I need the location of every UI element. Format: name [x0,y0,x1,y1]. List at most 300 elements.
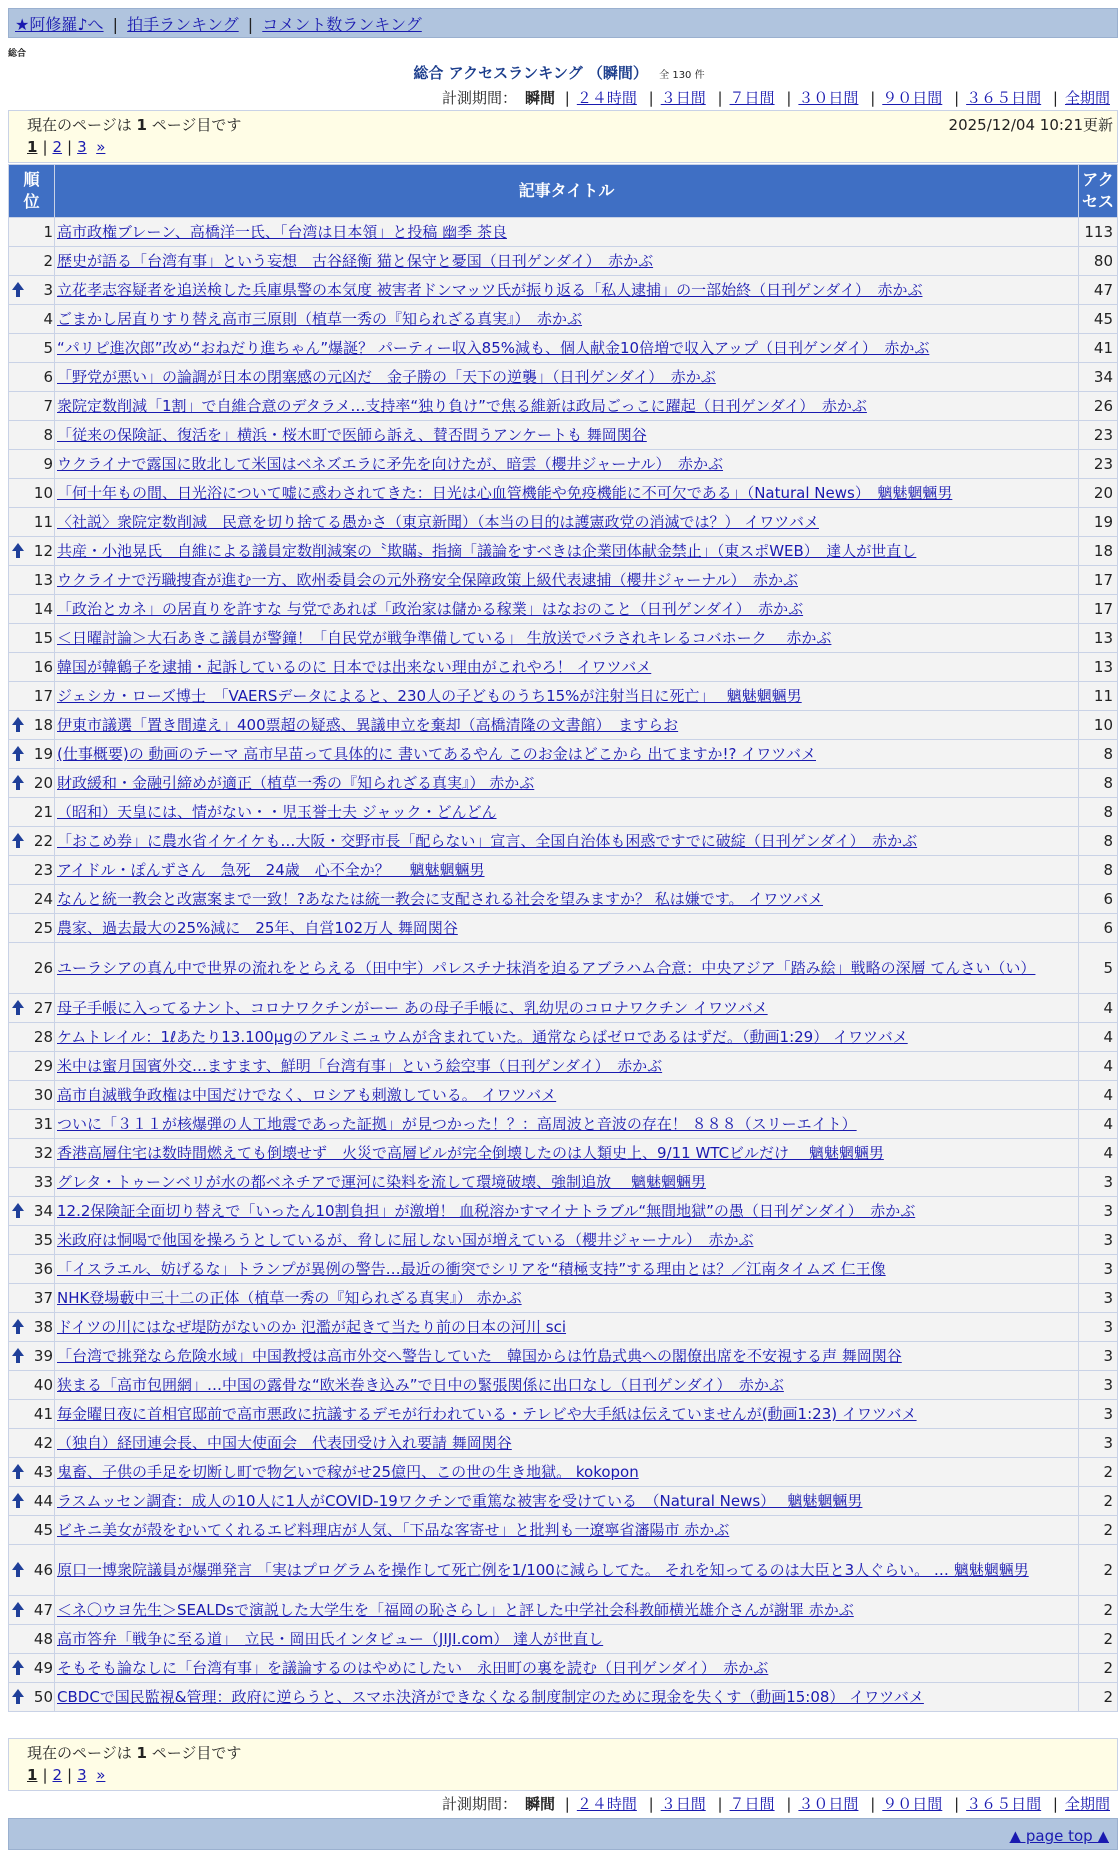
article-title-link[interactable]: 伊東市議選「置き間違え」400票超の疑惑、異議申立を棄却（高橋清隆の文書館） ますらお [57,716,679,734]
rank-number: 35 [33,1231,53,1249]
rank-number: 23 [33,861,53,879]
article-title-link[interactable]: 「野党が悪い」の論調が日本の閉塞感の元凶だ 金子勝の「天下の逆襲」（日刊ゲンダイ） 赤かぶ [57,368,716,386]
rank-cell [9,856,54,884]
article-title-link[interactable]: 歴史が語る「台湾有事」という妄想 古谷経衡 猫と保守と憂国（日刊ゲンダイ） 赤かぶ [57,252,654,270]
period-30d[interactable]: ３０日間 [798,89,859,107]
table-row [9,1516,1117,1544]
title-cell [55,1487,1078,1515]
title-cell [55,218,1078,246]
page-3-link[interactable]: 3 [77,138,87,156]
table-row [9,653,1117,681]
table-row [9,1226,1117,1254]
title-cell [55,1081,1078,1109]
table-row [9,769,1117,797]
page-2-link[interactable]: 2 [52,1766,63,1784]
access-count: 2 [1079,1516,1117,1544]
article-title-link[interactable]: ドイツの川にはなぜ堤防がないのか 氾濫が起きて当たり前の日本の河川 sci [57,1318,567,1336]
rank-number: 13 [33,571,53,589]
article-title-link[interactable]: そもそも論なしに「台湾有事」を議論するのはやめにしたい 永田町の裏を読む（日刊ゲンダイ） 赤かぶ [57,1659,769,1677]
title-cell [55,1545,1078,1595]
rank-number: 40 [33,1376,53,1394]
access-count: 4 [1079,1023,1117,1051]
rank-number: 37 [33,1289,53,1307]
table-row [9,740,1117,768]
period-3d[interactable]: ３日間 [660,89,706,107]
rank-number: 10 [33,484,53,502]
access-count: 17 [1079,595,1117,623]
access-count: 47 [1079,276,1117,304]
article-title-link[interactable]: 「何十年もの間、日光浴について嘘に惑わされてきた：日光は心血管機能や免疫機能に不可欠である」（Natural News） 魑魅魍魎男 [57,484,953,502]
rank-cell [9,450,54,478]
title-cell [55,1400,1078,1428]
access-count: 23 [1079,450,1117,478]
access-count: 3 [1079,1255,1117,1283]
title-cell [55,914,1078,942]
rank-number: 45 [33,1521,53,1539]
access-count: 113 [1079,218,1117,246]
article-title-link[interactable]: ついに「３１１が核爆弾の人工地震であった証拠」が見つかった！？：高周波と音波の存在！ ８８８（スリーエイト） [57,1115,857,1133]
access-count: 4 [1079,994,1117,1022]
rank-cell [9,1052,54,1080]
title-cell [55,1139,1078,1167]
title-cell [55,1052,1078,1080]
table-row [9,1654,1117,1682]
access-count: 4 [1079,1052,1117,1080]
rank-up-arrow-icon [11,282,25,298]
rank-cell [9,740,54,768]
period-selector-bottom: 計測期間： 瞬間 | ２４時間 | ３日間 | ７日間 | ３０日間 | ９０日間 | ３６５日間 | 全期間 [441,1795,1110,1813]
access-count: 2 [1079,1545,1117,1595]
table-row [9,1429,1117,1457]
rank-cell [9,1545,54,1595]
title-cell [55,479,1078,507]
table-row [9,595,1117,623]
nav-separator: | [112,15,119,34]
table-row [9,479,1117,507]
title-cell [55,450,1078,478]
rank-cell [9,1139,54,1167]
title-cell [55,392,1078,420]
rank-cell [9,363,54,391]
title-header: 記事タイトル [55,165,1078,217]
article-title-link[interactable]: “パリピ進次郎”改め“おねだり進ちゃん”爆誕？ パーティー収入85%減も、個人献金10倍増で収入アップ（日刊ゲンダイ） 赤かぶ [57,339,930,357]
access-count: 5 [1079,943,1117,993]
article-title-link[interactable]: （独自）経団連会長、中国大使面会 代表団受け入れ要請 舞岡関谷 [57,1434,512,1452]
rank-cell [9,1625,54,1653]
title-cell [55,566,1078,594]
title-cell [55,1197,1078,1225]
access-count: 11 [1079,682,1117,710]
rank-header: 順位 [9,165,54,217]
rank-cell [9,769,54,797]
article-title-link[interactable]: CBDCで国民監視&管理：政府に逆らうと、スマホ決済ができなくなる制度制定のために現金を失くす（動画15:08） イワツバメ [57,1688,924,1706]
access-count: 3 [1079,1226,1117,1254]
title-cell [55,653,1078,681]
rank-cell [9,508,54,536]
access-count: 80 [1079,247,1117,275]
rank-number: 49 [33,1659,53,1677]
rank-number: 33 [33,1173,53,1191]
rank-number: 19 [33,745,53,763]
rank-up-arrow-icon [11,717,25,733]
rank-cell [9,479,54,507]
rank-up-arrow-icon [11,775,25,791]
rank-number: 26 [33,959,53,977]
title-cell [55,1683,1078,1711]
rank-number: 15 [33,629,53,647]
table-row [9,566,1117,594]
table-row [9,943,1117,993]
rank-up-arrow-icon [11,746,25,762]
article-title-link[interactable]: ジェシカ・ローズ博士 「VAERSデータによると、230人の子どものうち15%が注射当日に死亡」 魑魅魍魎男 [57,687,802,705]
article-title-link[interactable]: 農家、過去最大の25%減に 25年、自営102万人 舞岡関谷 [57,919,458,937]
access-count: 26 [1079,392,1117,420]
article-title-link[interactable]: ウクライナで露国に敗北して米国はベネズエラに矛先を向けたが、暗雲（櫻井ジャーナル） 赤かぶ [57,455,724,473]
period-365d[interactable]: ３６５日間 [966,89,1042,107]
rank-cell [9,1226,54,1254]
comment-ranking-link[interactable]: コメント数ランキング [262,15,422,34]
title-cell [55,994,1078,1022]
title-cell [55,1458,1078,1486]
access-count: 3 [1079,1400,1117,1428]
article-title-link[interactable]: ＜日曜討論＞大石あきこ議員が警鐘！「自民党が戦争準備している」 生放送でバラされキレるコバホーク 赤かぶ [57,629,832,647]
rank-cell [9,276,54,304]
access-count: 10 [1079,711,1117,739]
article-title-link[interactable]: ケムトレイル：1ℓあたり13.100μgのアルミニュウムが含まれていた。通常ならばゼロであるはずだ。（動画1:29） イワツバメ [57,1028,908,1046]
period-90d[interactable]: ９０日間 [882,89,943,107]
period-7d[interactable]: ７日間 [729,89,775,107]
rank-cell [9,1342,54,1370]
title-cell [55,508,1078,536]
table-row [9,885,1117,913]
access-count: 3 [1079,1429,1117,1457]
article-title-link[interactable]: ビキニ美女が殻をむいてくれるエビ料理店が人気、「下品な客寄せ」と批判も一遼寧省瀋陽市 赤かぶ [57,1521,730,1539]
rank-number: 39 [33,1347,53,1365]
title-cell [55,1429,1078,1457]
article-title-link[interactable]: ユーラシアの真ん中で世界の流れをとらえる（田中宇）パレスチナ抹消を迫るアブラハム合意：中央アジア「踏み絵」戦略の深層 てんさい（い） [57,959,1036,977]
article-title-link[interactable]: 毎金曜日夜に首相官邸前で高市悪政に抗議するデモが行われている・テレビや大手紙は伝えていませんが(動画1:23) イワツバメ [57,1405,917,1423]
rank-cell [9,914,54,942]
rank-number: 11 [33,513,53,531]
rank-number: 8 [43,426,53,444]
rank-number: 41 [33,1405,53,1423]
article-title-link[interactable]: 高市答弁「戦争に至る道」 立民・岡田氏インタビュー（JIJI.com） 達人が世直し [57,1630,604,1648]
access-count: 3 [1079,1197,1117,1225]
rank-up-arrow-icon [11,543,25,559]
rank-cell [9,566,54,594]
article-title-link[interactable]: 衆院定数削減「1割」で自維合意のデタラメ…支持率“独り負け”で焦る維新は政局ごっこに躍起（日刊ゲンダイ） 赤かぶ [57,397,867,415]
article-title-link[interactable]: アイドル・ぽんずさん 急死 24歳 心不全か？ 魑魅魍魎男 [57,861,485,879]
title-cell [55,1596,1078,1624]
clap-ranking-link[interactable]: 拍手ランキング [127,15,239,34]
article-title-link[interactable]: （昭和）天皇には、情がない・・児玉誉士夫 ジャック・どんどん [57,803,497,821]
period-label: 計測期間： [441,89,517,107]
rank-up-arrow-icon [11,1348,25,1364]
article-title-link[interactable]: ウクライナで汚職捜査が進む一方、欧州委員会の元外務安全保障政策上級代表逮捕（櫻井ジャーナル） 赤かぶ [57,571,799,589]
period-365d[interactable]: ３６５日間 [966,1795,1042,1813]
rank-cell [9,1168,54,1196]
page-info-top [8,110,1118,163]
article-title-link[interactable]: 「政治とカネ」の居直りを許すな 与党であれば「政治家は儲かる稼業」はなおのこと（日刊ゲンダイ） 赤かぶ [57,600,804,618]
rank-cell [9,1081,54,1109]
title-cell [55,1168,1078,1196]
article-title-link[interactable]: 韓国が韓鶴子を逮捕・起訴しているのに 日本では出来ない理由がこれやろ！ イワツバメ [57,658,652,676]
page-2-link[interactable]: 2 [52,138,63,156]
period-all[interactable]: 全期間 [1064,89,1110,107]
title-cell [55,1371,1078,1399]
rank-cell [9,885,54,913]
rank-cell [9,798,54,826]
table-row [9,421,1117,449]
rank-cell [9,1400,54,1428]
article-title-link[interactable]: 財政緩和・金融引締めが適正（植草一秀の『知られざる真実』） 赤かぶ [57,774,535,792]
top-nav-bar [8,8,1118,38]
access-count: 8 [1079,856,1117,884]
table-row [9,508,1117,536]
rank-number: 25 [33,919,53,937]
period-3d[interactable]: ３日間 [660,1795,706,1813]
rank-number: 50 [33,1688,53,1706]
access-count: 3 [1079,1168,1117,1196]
next-page-link[interactable]: » [96,138,106,156]
table-row [9,914,1117,942]
rank-cell [9,1197,54,1225]
table-row [9,624,1117,652]
title-cell [55,943,1078,993]
rank-number: 48 [33,1630,53,1648]
title-cell [55,1654,1078,1682]
rank-number: 4 [43,310,53,328]
rank-up-arrow-icon [11,1000,25,1016]
access-count: 3 [1079,1342,1117,1370]
rank-cell [9,421,54,449]
access-count: 6 [1079,885,1117,913]
rank-cell [9,624,54,652]
rank-cell [9,247,54,275]
rank-cell [9,994,54,1022]
rank-number: 14 [33,600,53,618]
table-row [9,537,1117,565]
title-cell [55,1313,1078,1341]
article-title-link[interactable]: なんと統一教会と改憲案まで一致！?あなたは統一教会に支配される社会を望みますか？ 私は嫌です。 イワツバメ [57,890,824,908]
rank-up-arrow-icon [11,833,25,849]
access-count: 13 [1079,624,1117,652]
article-title-link[interactable]: (仕事概要)の 動画のテーマ 高市早苗って具体的に 書いてあるやん このお金はどこから 出てますか!? イワツバメ [57,745,816,763]
ranking-table [8,164,1118,1712]
page-title-line [0,62,1118,83]
article-title-link[interactable]: 立花孝志容疑者を追送検した兵庫県警の本気度 被害者ドンマッツ氏が振り返る「私人逮捕」の一部始終（日刊ゲンダイ） 赤かぶ [57,281,923,299]
page-info-text: 現在のページは 1 ページ目です [27,1744,242,1762]
rank-number: 3 [43,281,53,299]
access-count: 19 [1079,508,1117,536]
access-count: 23 [1079,421,1117,449]
table-row [9,798,1117,826]
rank-number: 43 [33,1463,53,1481]
rank-up-arrow-icon [11,1464,25,1480]
period-all[interactable]: 全期間 [1064,1795,1110,1813]
table-row [9,711,1117,739]
rank-cell [9,218,54,246]
rank-number: 46 [33,1561,53,1579]
rank-number: 36 [33,1260,53,1278]
article-title-link[interactable]: 高市政権ブレーン、高橋洋一氏、「台湾は日本領」と投稿 幽季 茶良 [57,223,507,241]
period-90d[interactable]: ９０日間 [882,1795,943,1813]
rank-number: 44 [33,1492,53,1510]
article-title-link[interactable]: グレタ・トゥーンベリが水の都ベネチアで運河に染料を流して環境破壊、強制追放 魑魅魍魎男 [57,1173,706,1191]
rank-cell [9,334,54,362]
access-count: 4 [1079,1081,1117,1109]
access-count: 4 [1079,1110,1117,1138]
next-page-link[interactable]: » [96,1766,106,1784]
table-row [9,1139,1117,1167]
article-title-link[interactable]: NHK登場藪中三十二の正体（植草一秀の『知られざる真実』） 赤かぶ [57,1289,522,1307]
article-title-link[interactable]: 鬼畜、子供の手足を切断し町で物乞いで稼がせ25億円、この世の生き地獄。 kokopon [57,1463,639,1481]
rank-cell [9,1683,54,1711]
title-cell [55,682,1078,710]
page-top-link[interactable]: ▲ page top ▲ [1009,1827,1109,1845]
rank-number: 47 [33,1601,53,1619]
title-cell [55,1342,1078,1370]
article-title-link[interactable]: 「イスラエル、妨げるな」トランプが異例の警告…最近の衝突でシリアを“積極支持”する理由とは？／江南タイムズ 仁王像 [57,1260,886,1278]
rank-number: 29 [33,1057,53,1075]
article-title-link[interactable]: 米中は蜜月国賓外交…ますます、鮮明「台湾有事」という絵空事（日刊ゲンダイ） 赤かぶ [57,1057,663,1075]
table-row [9,247,1117,275]
article-title-link[interactable]: 狭まる「高市包囲網」…中国の露骨な“欧米巻き込み”で日中の緊張関係に出口なし（日刊ゲンダイ） 赤かぶ [57,1376,784,1394]
title-cell [55,334,1078,362]
table-row [9,1458,1117,1486]
table-row [9,1625,1117,1653]
access-count: 3 [1079,1284,1117,1312]
title-cell [55,1110,1078,1138]
table-row [9,1342,1117,1370]
title-cell [55,247,1078,275]
period-current: 瞬間 [524,89,555,107]
title-cell [55,363,1078,391]
rank-cell [9,1110,54,1138]
rank-number: 7 [43,397,53,415]
table-row [9,1110,1117,1138]
rank-cell [9,1255,54,1283]
rank-cell [9,1023,54,1051]
rank-up-arrow-icon [11,1660,25,1676]
rank-cell [9,653,54,681]
rank-number: 2 [43,252,53,270]
rank-number: 31 [33,1115,53,1133]
rank-number: 18 [33,716,53,734]
article-title-link[interactable]: ごまかし居直りすり替え高市三原則（植草一秀の『知られざる真実』） 赤かぶ [57,310,583,328]
rank-cell [9,1487,54,1515]
table-row [9,1255,1117,1283]
title-cell [55,537,1078,565]
access-count: 8 [1079,798,1117,826]
page-1-current: 1 [27,1766,38,1784]
table-row [9,305,1117,333]
article-title-link[interactable]: 米政府は恫喝で他国を操ろうとしているが、脅しに屈しない国が増えている（櫻井ジャーナル） 赤かぶ [57,1231,754,1249]
rank-number: 30 [33,1086,53,1104]
rank-cell [9,1371,54,1399]
page-title: 総合 アクセスランキング （瞬間） [413,64,648,82]
table-row [9,1081,1117,1109]
period-30d[interactable]: ３０日間 [798,1795,859,1813]
access-count: 2 [1079,1654,1117,1682]
rank-up-arrow-icon [11,1602,25,1618]
article-title-link[interactable]: 共産・小池晃氏 自維による議員定数削減案の〝欺瞞〟指摘「議論をすべきは企業団体献金禁止」（東スポWEB） 達人が世直し [57,542,917,560]
table-row [9,1284,1117,1312]
access-count: 2 [1079,1683,1117,1711]
title-cell [55,711,1078,739]
rank-cell [9,305,54,333]
rank-number: 42 [33,1434,53,1452]
page-1-current: 1 [27,138,38,156]
rank-up-arrow-icon [11,1203,25,1219]
total-count: 全 130 件 [659,70,705,81]
article-title-link[interactable]: 「台湾で挑発なら危険水域」中国教授は高市外交へ警告していた 韓国からは竹島式典への閣僚出席を不安視する声 舞岡関谷 [57,1347,902,1365]
article-title-link[interactable]: 「従来の保険証、復活を」横浜・桜木町で医師ら訴え、賛否問うアンケートも 舞岡関谷 [57,426,647,444]
home-link[interactable]: ★阿修羅♪へ [15,15,104,34]
period-selector-top: 計測期間： 瞬間 | ２４時間 | ３日間 | ７日間 | ３０日間 | ９０日間 | ３６５日間 | 全期間 [441,89,1110,107]
table-row [9,392,1117,420]
table-row [9,1487,1117,1515]
article-title-link[interactable]: 香港高層住宅は数時間燃えても倒壊せず 火災で高層ビルが完全倒壊したのは人類史上、9/11 WTCビルだけ 魑魅魍魎男 [57,1144,884,1162]
access-count: 8 [1079,769,1117,797]
rank-number: 27 [33,999,53,1017]
period-24h[interactable]: ２４時間 [576,89,637,107]
article-title-link[interactable]: 母子手帳に入ってるナント、コロナワクチンがーー あの母子手帳に、乳幼児のコロナワクチン イワツバメ [57,999,768,1017]
table-row [9,1052,1117,1080]
title-cell [55,1284,1078,1312]
table-row [9,1371,1117,1399]
rank-cell [9,943,54,993]
rank-number: 16 [33,658,53,676]
title-cell [55,595,1078,623]
access-count: 17 [1079,566,1117,594]
table-row [9,363,1117,391]
period-label: 計測期間： [441,1795,517,1813]
rank-up-arrow-icon [11,1562,25,1578]
article-title-link[interactable]: ラスムッセン調査：成人の10人に1人がCOVID-19ワクチンで重篤な被害を受けている （Natural News） 魑魅魍魎男 [57,1492,863,1510]
rank-number: 6 [43,368,53,386]
article-title-link[interactable]: 「おこめ券」に農水省イケイケも…大阪・交野市長「配らない」宣言、全国自治体も困惑ですでに破綻（日刊ゲンダイ） 赤かぶ [57,832,918,850]
page-info-text: 現在のページは 1 ページ目です [27,116,242,134]
rank-cell [9,1654,54,1682]
period-24h[interactable]: ２４時間 [576,1795,637,1813]
table-row [9,994,1117,1022]
page-3-link[interactable]: 3 [77,1766,87,1784]
title-cell [55,1625,1078,1653]
period-7d[interactable]: ７日間 [729,1795,775,1813]
table-row [9,1596,1117,1624]
title-cell [55,798,1078,826]
article-title-link[interactable]: 高市自滅戦争政権は中国だけでなく、ロシアも刺激している。 イワツバメ [57,1086,557,1104]
title-cell [55,276,1078,304]
rank-cell [9,1429,54,1457]
article-title-link[interactable]: 原口一博衆院議員が爆弾発言 「実はプログラムを操作して死亡例を1/100に減らしてた。 それを知ってるのは大臣と3人ぐらい。 … 魑魅魍魎男 [57,1561,1029,1579]
article-title-link[interactable]: 12.2保険証全面切り替えで「いったん10割負担」が激増！ 血税溶かすマイナトラブル“無間地獄”の愚（日刊ゲンダイ） 赤かぶ [57,1202,916,1220]
article-title-link[interactable]: ＜ネ〇ウヨ先生＞SEALDsで演説した大学生を「福岡の恥さらし」と評した中学社会科教師横光雄介さんが謝罪 赤かぶ [57,1601,854,1619]
access-count: 20 [1079,479,1117,507]
footer-bar [8,1818,1118,1850]
access-count: 2 [1079,1458,1117,1486]
rank-number: 21 [33,803,53,821]
access-count: 2 [1079,1596,1117,1624]
section-label: 総合 [8,49,27,59]
access-count: 6 [1079,914,1117,942]
title-cell [55,740,1078,768]
title-cell [55,1023,1078,1051]
rank-cell [9,827,54,855]
article-title-link[interactable]: 〈社説〉衆院定数削減 民意を切り捨てる愚かさ（東京新聞）（本当の目的は護憲政党の消滅では？） イワツバメ [57,513,819,531]
rank-number: 17 [33,687,53,705]
